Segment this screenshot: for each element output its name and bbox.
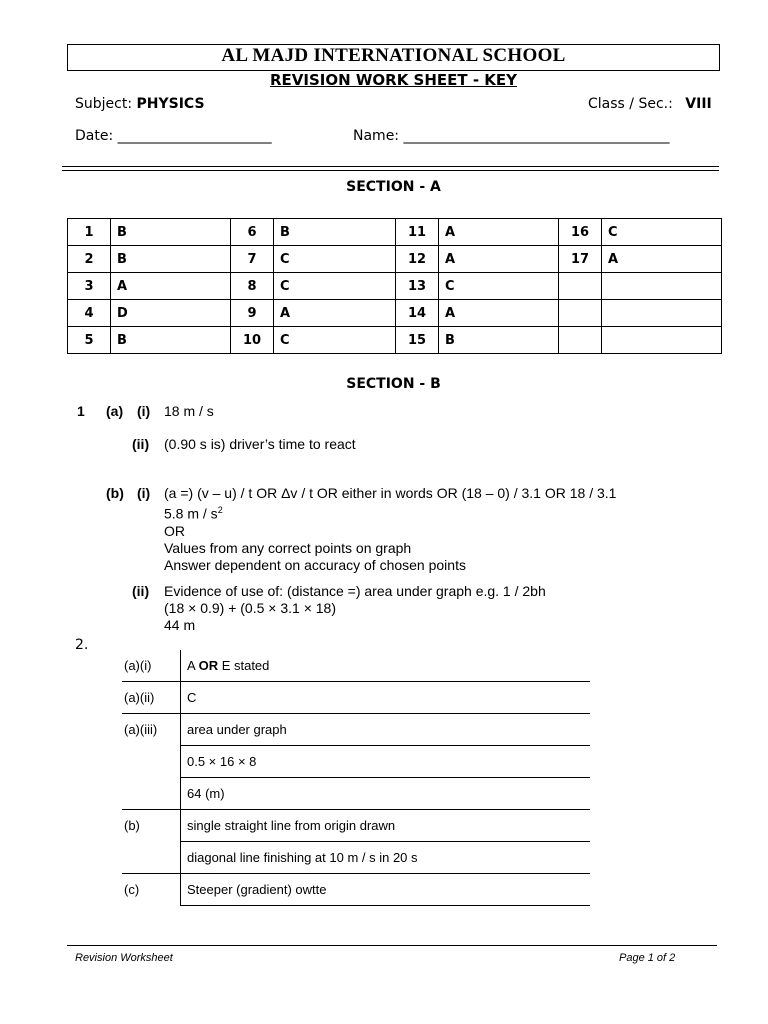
q1-b-ii-answer	[164, 583, 724, 634]
mcq-question-number: 4	[68, 300, 111, 327]
q2-answer-emphasis: OR	[198, 658, 219, 673]
mcq-answer: B	[111, 246, 231, 273]
q2-answer	[181, 842, 591, 874]
q2-row	[122, 746, 590, 778]
q1-b-i-line4: Values from any correct points on graph	[164, 539, 412, 556]
q2-part-label	[122, 746, 181, 778]
q1-a-i-label: (i)	[137, 403, 151, 419]
q1-b-ii-line3: 44 m	[164, 617, 196, 633]
q2-row	[122, 810, 590, 842]
mcq-question-number: 11	[396, 219, 439, 246]
mcq-answer: B	[111, 327, 231, 354]
q1-b-ii-label: (ii)	[132, 583, 150, 599]
q2-part-label: (a)(iii)	[122, 714, 181, 746]
subject-value: PHYSICS	[136, 96, 205, 112]
mcq-row	[68, 246, 722, 273]
mcq-question-number: 8	[231, 273, 274, 300]
mcq-question-number: 15	[396, 327, 439, 354]
q1-b-ii-line1: Evidence of use of: (distance =) area under graph e.g. 1 / 2bh	[164, 583, 546, 599]
q2-row	[122, 682, 590, 714]
mcq-question-number: 12	[396, 246, 439, 273]
mcq-answer	[602, 300, 722, 327]
q2-number: 2.	[75, 637, 89, 653]
mcq-answer: A	[439, 246, 559, 273]
mcq-question-number: 2	[68, 246, 111, 273]
q2-answer-text: area under graph	[187, 722, 287, 737]
q2-row	[122, 714, 590, 746]
name-label: Name:	[353, 128, 400, 144]
mcq-question-number	[559, 327, 602, 354]
sheet-title	[67, 71, 720, 89]
q1-b-i-line3: OR	[164, 522, 185, 539]
mcq-answer: C	[274, 273, 396, 300]
q2-answer-text: A	[187, 658, 199, 673]
mcq-question-number: 7	[231, 246, 274, 273]
q2-part-label	[122, 778, 181, 810]
subject-label: Subject:	[75, 96, 133, 112]
q2-part-label: (a)(ii)	[122, 682, 181, 714]
q1-a-i-answer: 18 m / s	[164, 403, 214, 419]
name-blank[interactable]: ______________________________________	[403, 128, 670, 144]
divider-top	[62, 166, 719, 167]
q1-b-i-line2	[164, 502, 724, 523]
q1-b-i-answer	[164, 485, 724, 574]
class-value: VIII	[685, 96, 712, 112]
mcq-question-number: 14	[396, 300, 439, 327]
q2-part-label: (b)	[122, 810, 181, 842]
date-label: Date:	[75, 128, 114, 144]
divider-bottom	[62, 170, 719, 171]
mcq-answer: A	[111, 273, 231, 300]
q2-answer-text: single straight line from origin drawn	[187, 818, 396, 833]
section-a-heading: SECTION - A	[346, 179, 441, 195]
q1-a-label: (a)	[106, 403, 124, 419]
q2-row	[122, 778, 590, 810]
mcq-row	[68, 300, 722, 327]
q2-answer	[181, 650, 591, 682]
q2-answer-text-tail: E stated	[218, 658, 270, 673]
q1-b-i-line2-text: 5.8 m / s	[164, 505, 218, 522]
mcq-question-number: 6	[231, 219, 274, 246]
mcq-row	[68, 273, 722, 300]
q2-answer-text: C	[187, 690, 197, 705]
q1-number: 1	[77, 403, 85, 419]
mcq-row	[68, 219, 722, 246]
mcq-question-number: 3	[68, 273, 111, 300]
q2-answer	[181, 682, 591, 714]
subject-line	[75, 96, 205, 112]
q1-b-i-line1: (a =) (v – u) / t OR Δv / t OR either in words OR (18 – 0) / 3.1 OR 18 / 3.1	[164, 485, 617, 501]
mcq-answer: C	[602, 219, 722, 246]
mcq-question-number: 1	[68, 219, 111, 246]
class-label: Class / Sec.:	[588, 96, 673, 112]
mcq-answer: A	[439, 219, 559, 246]
q1-b-i-line2-sup: 2	[217, 505, 223, 515]
mcq-answer	[602, 327, 722, 354]
q2-row	[122, 874, 590, 906]
q2-part-label: (c)	[122, 874, 181, 906]
sheet-title-text: REVISION WORK SHEET - KEY	[269, 71, 518, 89]
q2-part-label	[122, 842, 181, 874]
q2-answer-text: 64 (m)	[187, 786, 225, 801]
date-line	[75, 128, 272, 144]
mcq-question-number: 5	[68, 327, 111, 354]
mcq-answer: A	[274, 300, 396, 327]
mcq-answer: C	[439, 273, 559, 300]
q2-answer-text: 0.5 × 16 × 8	[187, 754, 257, 769]
mcq-answer: B	[111, 219, 231, 246]
q1-b-i-label: (i)	[137, 485, 151, 501]
q1-b-i-line5: Answer dependent on accuracy of chosen points	[164, 556, 466, 573]
mcq-question-number	[559, 300, 602, 327]
q2-answer-text: diagonal line finishing at 10 m / s in 20 s	[187, 850, 418, 865]
footer-rule	[67, 945, 717, 946]
q2-answer	[181, 746, 591, 778]
mcq-answer: C	[274, 246, 396, 273]
school-name: AL MAJD INTERNATIONAL SCHOOL	[221, 45, 566, 66]
mcq-question-number: 17	[559, 246, 602, 273]
mcq-answer: B	[439, 327, 559, 354]
mcq-question-number	[559, 273, 602, 300]
q1-b-label: (b)	[106, 485, 124, 501]
q2-answer	[181, 810, 591, 842]
mcq-answer: A	[602, 246, 722, 273]
mcq-question-number: 13	[396, 273, 439, 300]
q2-row	[122, 650, 590, 682]
mcq-question-number: 16	[559, 219, 602, 246]
q2-answer	[181, 778, 591, 810]
q2-answer-text: Steeper (gradient) owtte	[187, 882, 327, 897]
mcq-question-number: 9	[231, 300, 274, 327]
mcq-row	[68, 327, 722, 354]
q2-row	[122, 842, 590, 874]
q1-a-ii-answer: (0.90 s is) driver’s time to react	[164, 436, 356, 452]
mcq-answer: A	[439, 300, 559, 327]
mcq-answer: C	[274, 327, 396, 354]
date-blank[interactable]: ______________________	[117, 128, 272, 144]
footer-left: Revision Worksheet	[75, 952, 173, 964]
class-line	[588, 96, 712, 112]
mcq-answer	[602, 273, 722, 300]
mcq-answer: D	[111, 300, 231, 327]
name-line	[353, 128, 669, 144]
q1-a-ii-label: (ii)	[132, 436, 150, 452]
mcq-answer-table	[67, 218, 722, 354]
q2-part-label: (a)(i)	[122, 650, 181, 682]
mcq-question-number: 10	[231, 327, 274, 354]
q2-answer	[181, 714, 591, 746]
q2-answer-table	[122, 650, 590, 906]
q2-answer	[181, 874, 591, 906]
section-b-heading: SECTION - B	[346, 376, 441, 392]
q1-b-ii-line2: (18 × 0.9) + (0.5 × 3.1 × 18)	[164, 600, 336, 616]
mcq-answer: B	[274, 219, 396, 246]
footer-right: Page 1 of 2	[619, 952, 676, 964]
